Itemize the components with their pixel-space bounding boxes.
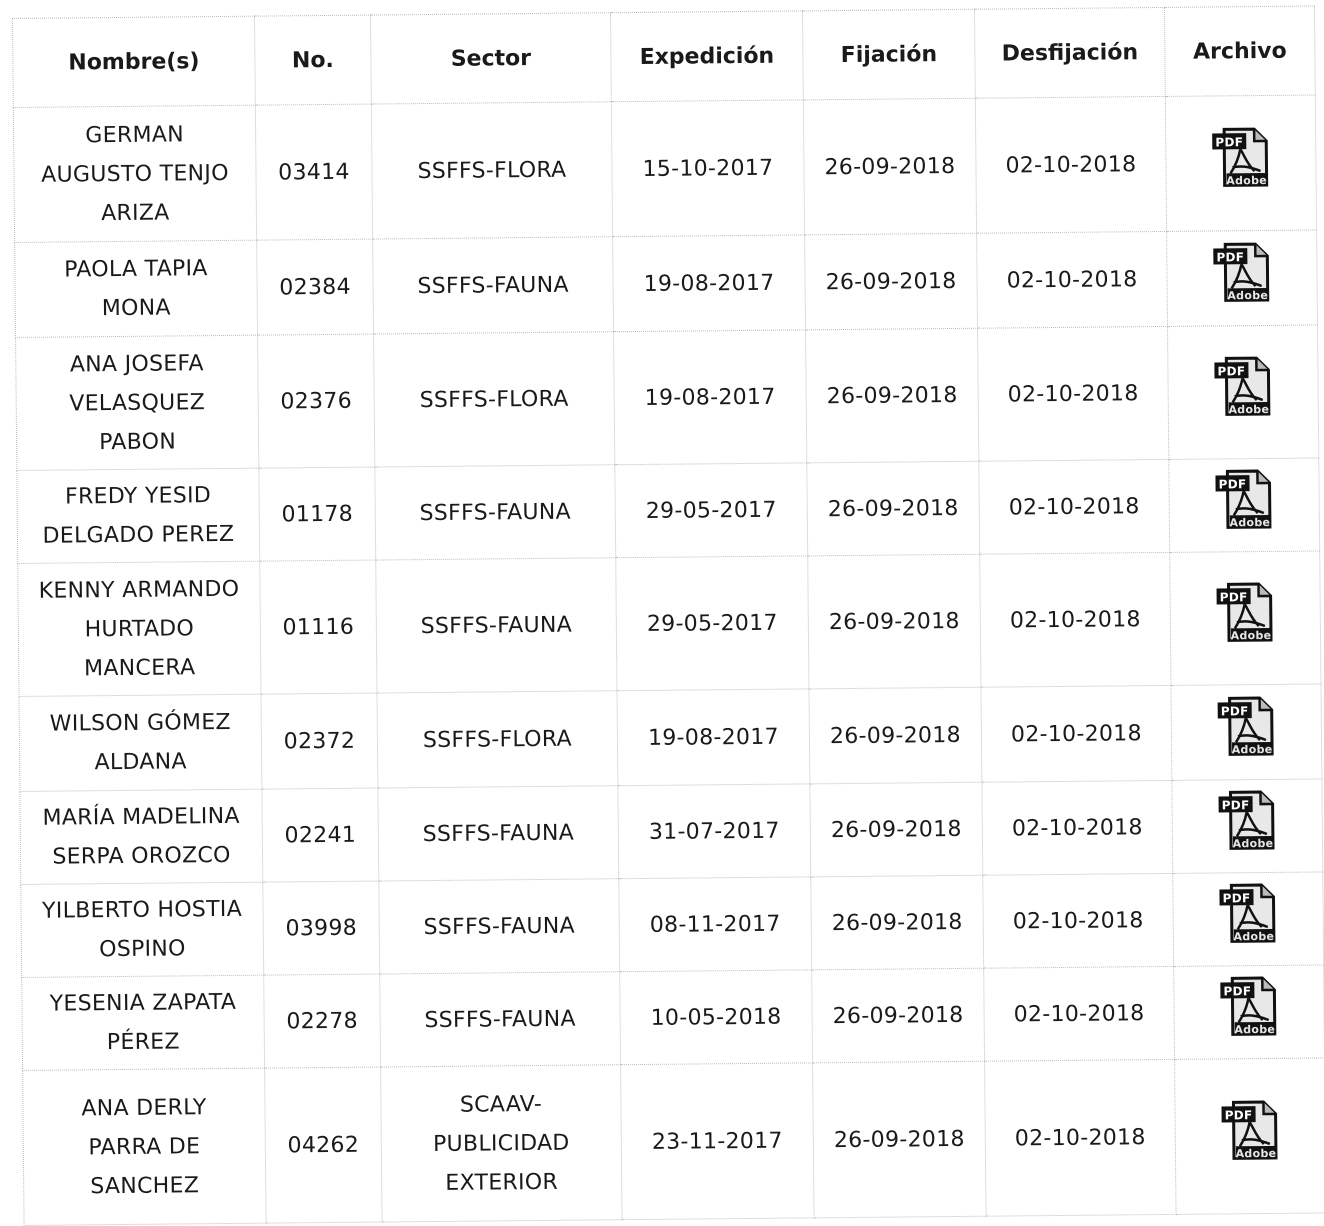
cell-archivo — [1175, 1058, 1324, 1214]
cell-archivo — [1168, 325, 1319, 459]
cell-no: 01178 — [259, 467, 376, 561]
cell-archivo — [1169, 458, 1320, 552]
pdf-adobe-icon[interactable] — [1213, 466, 1276, 531]
table-row — [22, 965, 1324, 1070]
cell-nombre: ANA DERLY PARRA DE SANCHEZ — [23, 1068, 266, 1225]
cell-nombre: FREDY YESID DELGADO PEREZ — [17, 468, 260, 563]
cell-fijacion: 26-09-2018 — [805, 233, 978, 330]
cell-archivo — [1172, 779, 1323, 873]
header-fijacion: Fijación — [802, 9, 975, 100]
svg-text:Adobe: Adobe — [1225, 173, 1267, 187]
cell-no: 04262 — [265, 1067, 382, 1223]
cell-no: 01116 — [260, 560, 377, 694]
svg-text:PDF: PDF — [1222, 890, 1250, 905]
pdf-adobe-icon[interactable] — [1219, 1097, 1282, 1162]
cell-expedicion: 19-08-2017 — [617, 689, 810, 786]
cell-no: 02278 — [264, 974, 381, 1068]
cell-archivo — [1173, 872, 1324, 966]
pdf-adobe-icon[interactable] — [1217, 880, 1280, 945]
cell-sector: SSFFS-FAUNA — [375, 465, 616, 560]
cell-fijacion: 26-09-2018 — [803, 98, 976, 235]
cell-archivo — [1174, 965, 1324, 1059]
svg-text:PDF: PDF — [1219, 589, 1248, 604]
svg-text:Adobe: Adobe — [1226, 288, 1268, 302]
pdf-adobe-icon[interactable] — [1212, 353, 1275, 418]
cell-no: 03414 — [255, 104, 372, 240]
cell-fijacion: 26-09-2018 — [808, 554, 981, 689]
cell-fijacion: 26-09-2018 — [809, 687, 982, 784]
cell-no: 03998 — [263, 881, 380, 975]
cell-expedicion: 08-11-2017 — [619, 877, 812, 972]
pdf-adobe-icon[interactable] — [1218, 973, 1281, 1038]
cell-expedicion: 15-10-2017 — [611, 100, 804, 237]
cell-expedicion: 23-11-2017 — [621, 1063, 814, 1220]
cell-fijacion: 26-09-2018 — [811, 875, 984, 970]
cell-sector: SCAAV- PUBLICIDAD EXTERIOR — [381, 1065, 622, 1222]
cell-archivo — [1171, 684, 1322, 780]
pdf-adobe-icon[interactable] — [1214, 579, 1277, 644]
cell-desfijacion: 02-10-2018 — [977, 231, 1168, 328]
cell-sector: SSFFS-FAUNA — [376, 558, 617, 693]
notifications-table — [12, 5, 1324, 1225]
svg-text:PDF: PDF — [1224, 1107, 1253, 1122]
cell-expedicion: 10-05-2018 — [620, 970, 813, 1065]
cell-sector: SSFFS-FAUNA — [373, 237, 614, 334]
cell-sector: SSFFS-FLORA — [371, 102, 612, 239]
header-archivo: Archivo — [1164, 6, 1315, 96]
cell-no: 02241 — [262, 788, 379, 882]
cell-sector: SSFFS-FAUNA — [378, 786, 619, 881]
table-row — [15, 230, 1318, 337]
cell-nombre: ANA JOSEFA VELASQUEZ PABON — [16, 335, 259, 470]
table-row — [13, 95, 1316, 242]
table-row — [19, 684, 1322, 791]
cell-nombre: GERMAN AUGUSTO TENJO ARIZA — [13, 105, 256, 242]
cell-desfijacion: 02-10-2018 — [985, 1059, 1176, 1216]
cell-fijacion: 26-09-2018 — [813, 1061, 986, 1218]
svg-text:PDF: PDF — [1214, 134, 1243, 149]
cell-nombre: KENNY ARMANDO HURTADO MANCERA — [18, 561, 261, 696]
cell-nombre: WILSON GÓMEZ ALDANA — [19, 694, 262, 791]
pdf-adobe-icon[interactable] — [1215, 693, 1278, 758]
svg-text:Adobe: Adobe — [1232, 836, 1273, 850]
cell-desfijacion: 02-10-2018 — [975, 96, 1166, 233]
svg-text:Adobe: Adobe — [1231, 742, 1273, 756]
table-row — [16, 325, 1319, 470]
table-row — [18, 551, 1321, 696]
header-nombre: Nombre(s) — [13, 16, 256, 107]
cell-no: 02372 — [261, 693, 378, 789]
cell-archivo — [1167, 230, 1318, 326]
svg-text:PDF: PDF — [1218, 476, 1247, 491]
cell-expedicion: 31-07-2017 — [618, 784, 811, 879]
svg-text:PDF: PDF — [1216, 363, 1245, 378]
cell-fijacion: 26-09-2018 — [807, 461, 980, 556]
header-row — [13, 6, 1316, 107]
svg-text:Adobe: Adobe — [1227, 402, 1269, 416]
cell-no: 02376 — [258, 334, 375, 468]
cell-desfijacion: 02-10-2018 — [984, 966, 1175, 1061]
cell-desfijacion: 02-10-2018 — [980, 552, 1171, 687]
cell-nombre: MARÍA MADELINA SERPA OROZCO — [20, 789, 263, 884]
cell-expedicion: 29-05-2017 — [616, 556, 809, 691]
header-no: No. — [254, 15, 371, 105]
cell-expedicion: 29-05-2017 — [615, 463, 808, 558]
cell-expedicion: 19-08-2017 — [613, 235, 806, 332]
cell-desfijacion: 02-10-2018 — [979, 459, 1170, 554]
table-body — [13, 95, 1324, 1225]
cell-sector: SSFFS-FAUNA — [380, 972, 621, 1067]
table-row — [21, 872, 1324, 977]
pdf-adobe-icon[interactable] — [1211, 239, 1274, 304]
cell-desfijacion: 02-10-2018 — [978, 326, 1169, 461]
header-desfijacion: Desfijación — [974, 7, 1165, 98]
scanned-document — [12, 6, 1324, 1223]
cell-nombre: YILBERTO HOSTIA OSPINO — [21, 882, 264, 977]
svg-text:Adobe: Adobe — [1232, 929, 1274, 943]
table-row — [23, 1058, 1324, 1225]
svg-text:PDF: PDF — [1220, 703, 1249, 718]
cell-desfijacion: 02-10-2018 — [981, 685, 1172, 782]
svg-text:Adobe: Adobe — [1228, 515, 1270, 529]
cell-archivo — [1165, 95, 1316, 231]
cell-fijacion: 26-09-2018 — [812, 968, 985, 1063]
cell-expedicion: 19-08-2017 — [614, 330, 807, 465]
header-expedicion: Expedición — [610, 11, 803, 102]
cell-fijacion: 26-09-2018 — [810, 782, 983, 877]
cell-desfijacion: 02-10-2018 — [982, 780, 1173, 875]
cell-archivo — [1170, 551, 1321, 685]
svg-text:PDF: PDF — [1215, 249, 1244, 264]
cell-desfijacion: 02-10-2018 — [983, 873, 1174, 968]
pdf-adobe-icon[interactable] — [1210, 124, 1273, 189]
table-row — [20, 779, 1323, 884]
cell-sector: SSFFS-FLORA — [377, 691, 618, 788]
svg-text:Adobe: Adobe — [1233, 1022, 1275, 1036]
cell-nombre: PAOLA TAPIA MONA — [15, 240, 258, 337]
svg-text:Adobe: Adobe — [1230, 628, 1271, 642]
cell-sector: SSFFS-FLORA — [374, 332, 615, 467]
svg-text:PDF: PDF — [1222, 983, 1251, 998]
cell-fijacion: 26-09-2018 — [806, 328, 979, 463]
svg-text:PDF: PDF — [1221, 797, 1250, 812]
pdf-adobe-icon[interactable] — [1216, 787, 1279, 852]
cell-no: 02384 — [257, 239, 374, 335]
cell-sector: SSFFS-FAUNA — [379, 879, 620, 974]
cell-nombre: YESENIA ZAPATA PÉREZ — [22, 975, 265, 1070]
header-sector: Sector — [370, 13, 611, 104]
table-row — [17, 458, 1320, 563]
svg-text:Adobe: Adobe — [1235, 1146, 1276, 1160]
